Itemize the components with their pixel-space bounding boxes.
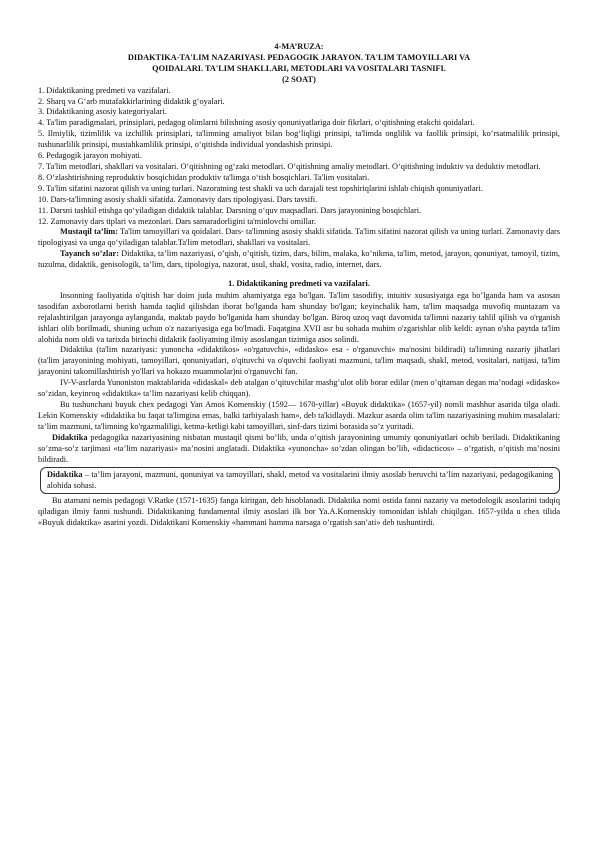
keywords-text: Didaktika, ta’lim nazariyasi, o’qish, o’qitish, tizim, dars, bilim, malaka, ko’nikma, ta'lim, metod, jarayon, qonuniyat, tamoyil, tizim, tuzulma, didaktik, genisologik, ta’lim, dars, tipologiya, nazorat, usul, shakl, vosita, radio, internet, dars. — [38, 249, 560, 270]
didaktika-term: Didaktika — [52, 432, 88, 442]
plan-item: 3. Didaktikaning asosiy kategoriyalari. — [38, 107, 167, 117]
plan-item: 12. Zamonaviy dars tiplari va mezonlari. Dars samaradorligini ta'minlovchi omillar. — [38, 216, 316, 226]
plan-item: 1. Didaktikaning predmeti va vazifalari. — [38, 85, 171, 95]
document-page — [38, 42, 560, 529]
plan-item: 6. Pedagogik jarayon mohiyati. — [38, 151, 142, 161]
paragraph: Bu tushunchani buyuk chex pedagogi Yan Amos Komenskiy (1592— 1670-yillar) «Buyuk didaktika» (1657-yil) nomli mashhur asarida tilga oladi. Lekin Komenskiy «didaktika bu faqat ta'limgina emas, balki tarbiyalash ham», deb ta'kidlaydi. Mazkur asarda olim ta'lim nazariyasining muhim masalalari: ta’lim mazmuni, ta'limning ko'rgazmaliligi, ketma-ketligi kabi tamoyillari, sinf-dars tizimi borasida so’z yuritadi. — [38, 400, 560, 431]
paragraph — [38, 433, 560, 466]
lecture-hours: (2 SOAT) — [282, 74, 316, 84]
lecture-title-line2: QOIDALARI. TA'LIM SHAKLLARI, METODLARI VA VOSITALARI TASNIFI. — [152, 63, 446, 73]
independent-study-text: Ta'lim tamoyillari va qoidalari. Dars- ta'limning asosiy shakli sifatida. Ta'lim sifatini nazorat qilish va uning turlari. Zamonaviy dars tipologiyasi va unga qo‘yiladigan talablar.Ta'lim metodlari, shakllari va vositalari. — [38, 227, 560, 248]
plan-item: 2. Sharq va G‘arb mutafakkirlarining didaktik g‘oyalari. — [38, 96, 225, 106]
plan-item: 7. Ta'lim metodlari, shakllari va vositalari. O‘qitishning og‘zaki metodlari. O‘qitishning amaliy metodlari. O‘qitishning induktiv va deduktiv metodlari. — [38, 161, 541, 171]
definition-box — [40, 467, 560, 494]
paragraph: IV-V-asrlarda Yunoniston maktablarida «didaskal» deb atalgan o’qituvchilar mashg’ulot olib borar edilar (men o’qitaman degan ma’nodagi «didasko» so’zidan, keyinroq «didaktika» ta’lim nazariyasi kelib chiqqan). — [38, 378, 560, 399]
lecture-number: 4-MA’RUZA: — [274, 42, 324, 51]
paragraph-text: pedagogika nazariyasining nisbatan mustaqil qismi bo’lib, unda o’qitish jarayonining umumiy qonuniyatlari ochib beriladi. Didaktikaning so’zma-so’z tarjimasi «ta’lim nazariyasi» ma’nosini anglatadi. Didaktika «yunoncha» so’zdan olingan bo’lib, «didacticos» – o’rgatish, o’qitish ma’nosini bildiradi. — [38, 432, 560, 464]
keywords — [38, 249, 560, 271]
paragraph: Insonning faoliyatida o'qitish har doim juda muhim ahamiyatga ega bo'lgan. Ta'lim tasodifiy, intuitiv xususiyatga ega bo’lganda ham va asosan tasodifan axborotlarni berish hamda taqlid qilishdan iborat bo'lganda ham shunday bo'lgan; keyinchalik ham, ta'lim maqsadga muvofiq muntazam va rejalashtirilgan jarayonga aylanganda, maktab paydo bo'lganida ham shunday bo'lgan. Biroq uzoq vaqt davomida ta'limni nazariy tahlil qilish va o'rganish ishlari olib borilmadi, shuning uchun o'z nazariyasiga ega bo'lmadi. Faqatgina XVII asr bu sohada muhim o'zgarishlar olib keldi: aynan o'sha paytda ta'lim alohida nom oldi va tarixda birinchi didaktik faoliyatning ilmiy asoslangan tizimiga asos solindi. — [38, 290, 560, 344]
independent-study — [38, 227, 560, 249]
paragraph: Bu atamani nemis pedagogi V.Ratke (1571-1635) fanga kiritgan, deb hisoblanadi. Didaktika nomi ostida fanni nazariy va metodologik asoslarini tadqiq qiladigan ilmiy fanni tushundi. Didaktikaning fundamental ilmiy asoslari ilk bor Ya.A.Komenskiy tomonidan ishlab chiqilgan. 1657-yilda u chex tilida «Buyuk didaktika» asarini yozdi. Didaktikani Komenskiy «hammani hamma narsaga o’rgatish san’ati» deb tushuntirdi. — [38, 496, 560, 528]
plan-item: 10. Dars-ta'limning asosiy shakli sifatida. Zamonaviy dars tipologiyasi. Dars tavsifi. — [38, 194, 318, 204]
independent-study-label: Mustaqil ta’lim: — [60, 227, 118, 237]
plan-item: 8. O‘zlashtirishning reproduktiv bosqichidan produktiv ta'limga o‘tish bosqichlari. Ta'lim vositalari. — [38, 172, 370, 182]
plan-item: 5. Ilmiylik, tizimlilik va izchillik prinsiplari, ta'limning amaliyot bilan bog‘liqligi prinsipi, ta'limda onglilik va faollik prinsipi, ko‘rsatmalilik prinsipi, tushunarlilik prinsipi, mustahkamlilik prinsipi, o‘qitishda individual yondashish prinsipi. — [38, 129, 560, 150]
plan-item: 9. Ta'lim sifatini nazorat qilish va uning turlari. Nazoratning test shakli va uch darajali test topshiriqlarini ishlab chiqish qonuniyatlari. — [38, 183, 483, 193]
paragraph: Didaktika (ta'lim nazariyasi: yunoncha «didaktikos» «o'rgatuvchi», «didasko» esa - o'rganuvchi» ma'nosini bildiradi) ta'limning nazariy jihatlari (ta'lim jarayonining mohiyati, tamoyillari, qonuniyatlari, o'qituvchi va o'quvchi faoliyati mazmuni, ta'lim maqsadi, shakl, metod, vositalari, natijasi, ta'lim jarayonini takomillashtirish yo'llari va hokazo muammolar)ni o'rganuvchi fan. — [38, 345, 560, 377]
section-heading: 1. Didaktikaning predmeti va vazifalari. — [228, 279, 370, 289]
plan-item: 4. Ta'lim paradigmalari, prinsiplari, pedagog olimlarni bilishning asosiy qonuniyatlariga doir fikrlari, o‘qitishning etakchi qoidalari. — [38, 118, 475, 128]
lecture-plan — [38, 86, 560, 228]
lecture-title-line1: DIDAKTIKA-TA'LIM NAZARIYASI. PEDAGOGIK JARAYON. TA'LIM TAMOYILLARI VA — [127, 52, 471, 62]
definition-text: – ta’lim jarayoni, mazmuni, qonuniyat va tamoyillari, shakl, metod va vositalarini ilmiy asoslab beruvchi ta’lim nazariyasi, pedagogikaning alohida sohasi. — [47, 470, 553, 491]
definition-term: Didaktika — [47, 470, 83, 480]
keywords-label: Tayanch so’zlar: — [60, 249, 119, 259]
plan-item: 11. Darsni tashkil etishga qo‘yiladigan didaktik talablar. Darsning o‘quv maqsadlari. Dars jarayonining bosqichlari. — [38, 205, 422, 215]
